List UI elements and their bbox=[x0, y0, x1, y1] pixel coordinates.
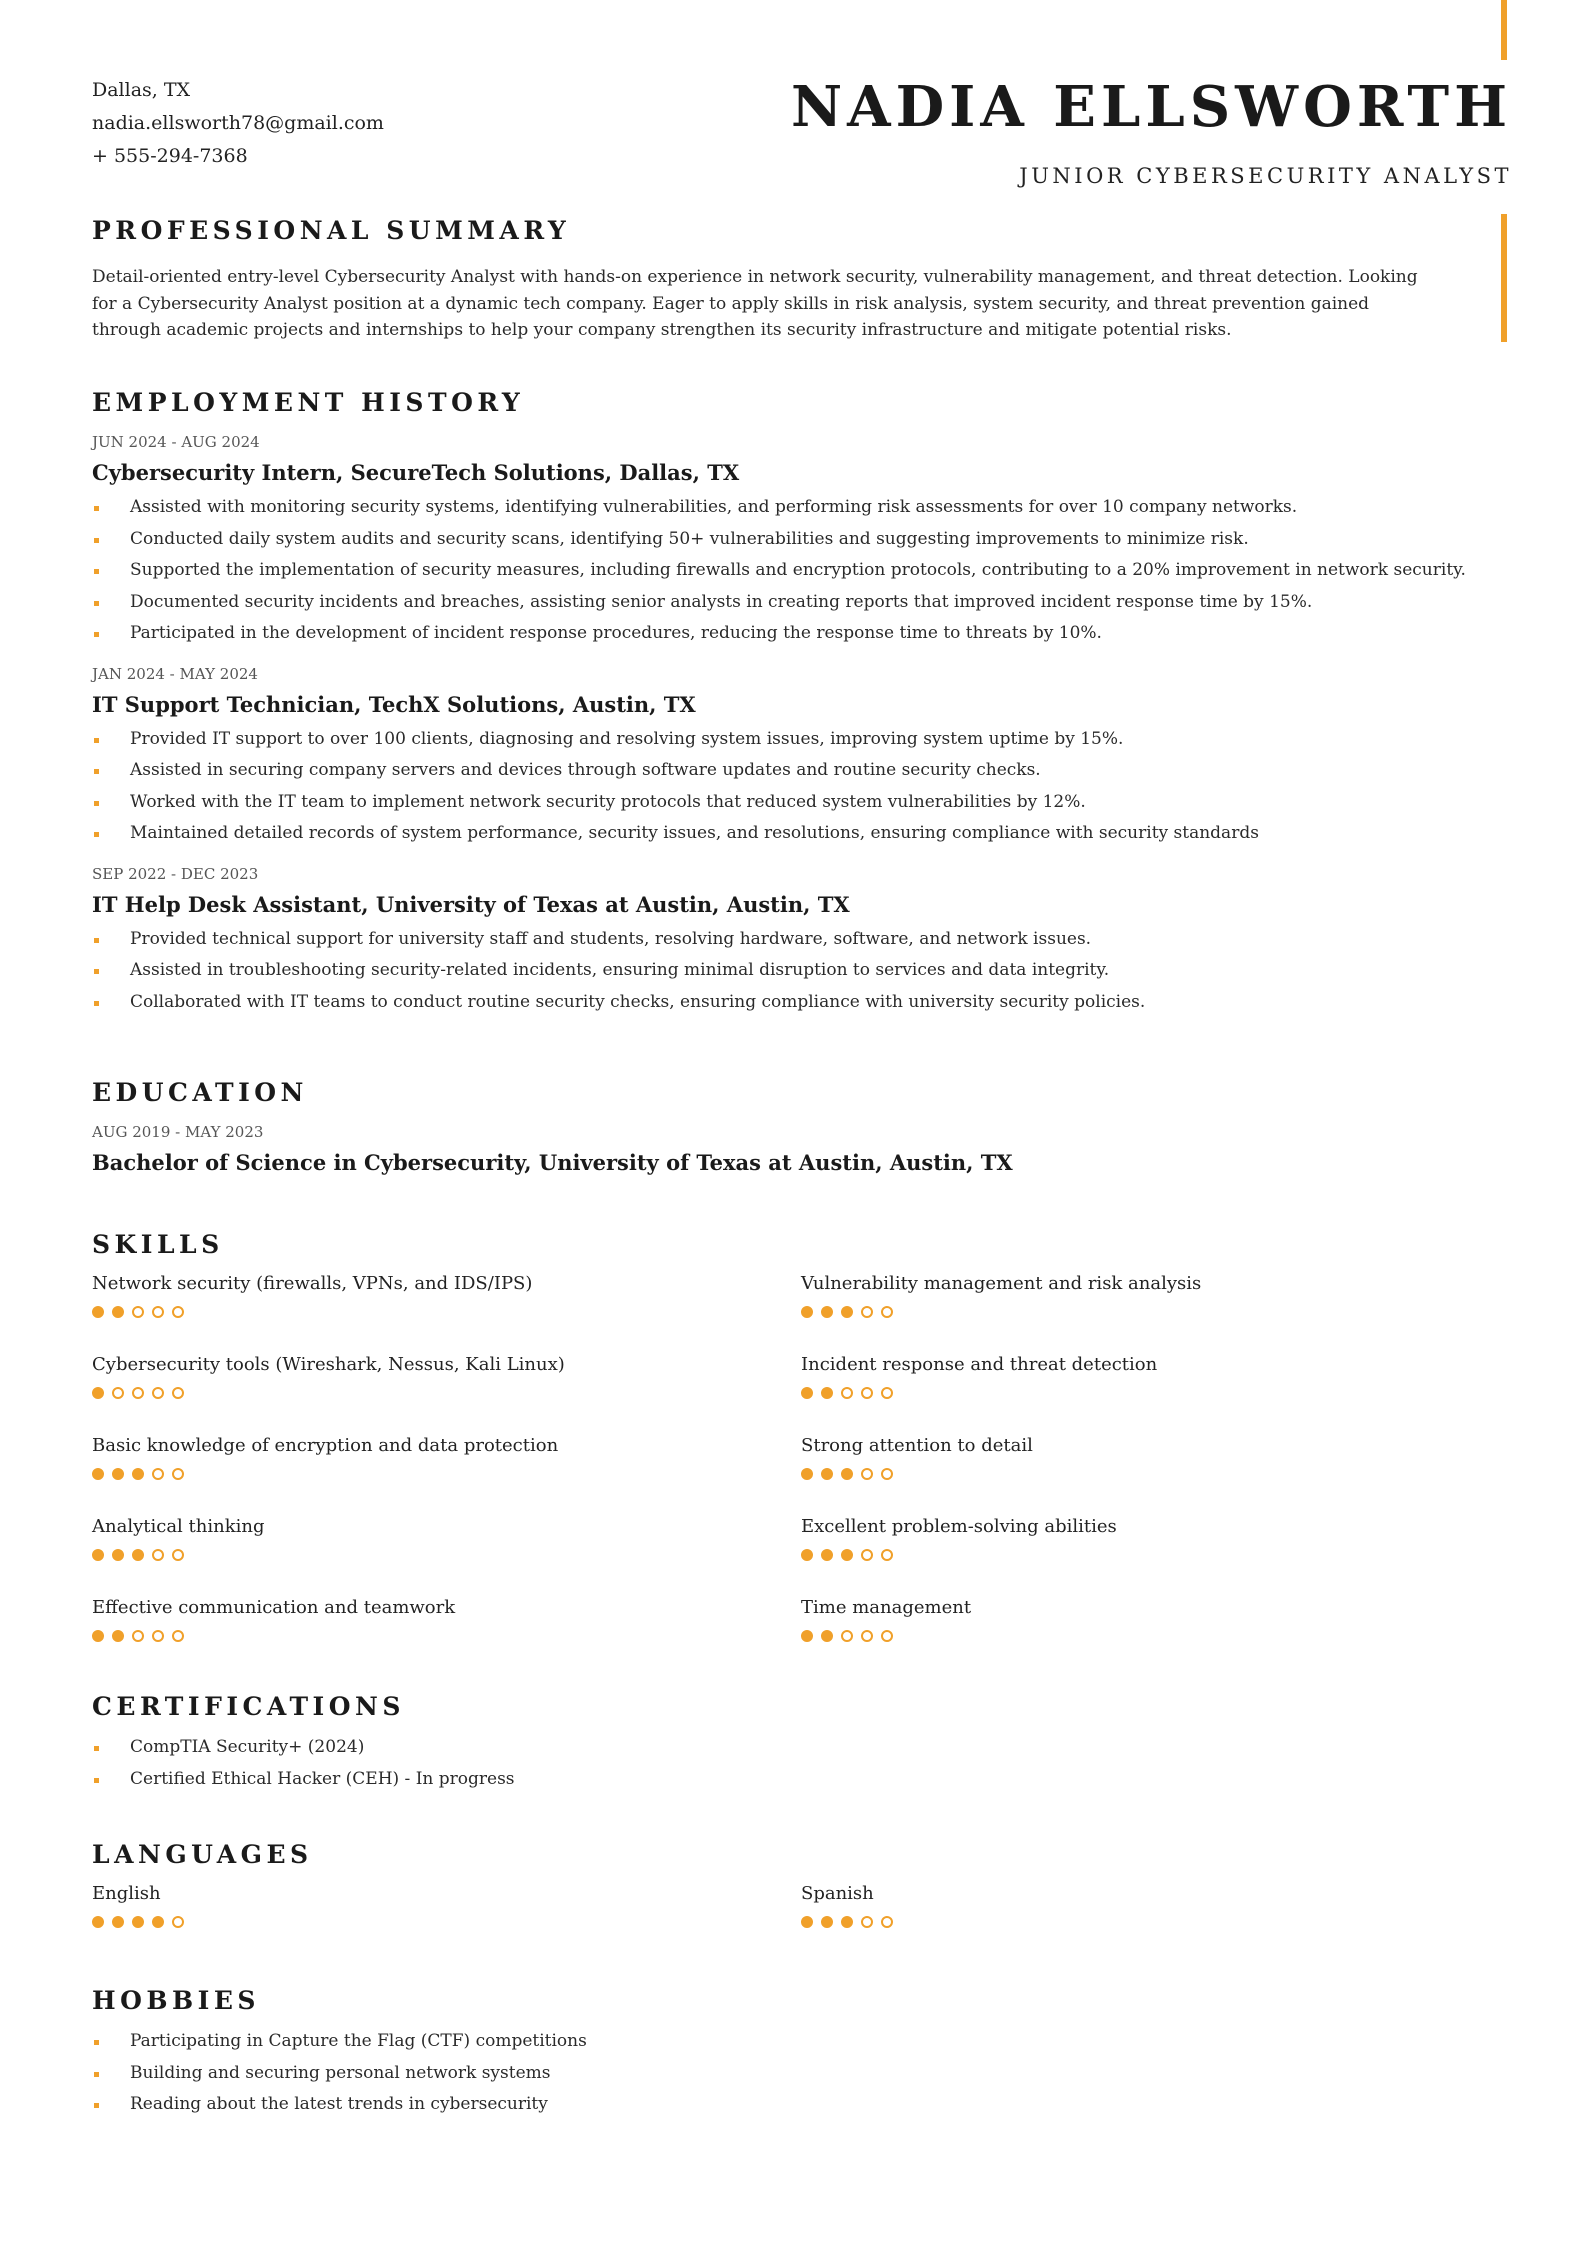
candidate-title: JUNIOR CYBERSECURITY ANALYST bbox=[1019, 164, 1512, 188]
job-bullets bbox=[92, 724, 1512, 850]
skill-rating bbox=[801, 1387, 1510, 1399]
rating-dot-filled bbox=[801, 1916, 813, 1928]
education-section bbox=[92, 1076, 1512, 1178]
skill-rating bbox=[92, 1549, 801, 1561]
rating-dot-empty bbox=[112, 1387, 124, 1399]
list-item: Worked with the IT team to implement network security protocols that reduced system vulnerabilities by 12%. bbox=[92, 787, 1512, 819]
education-degree: Bachelor of Science in Cybersecurity, University of Texas at Austin, Austin, TX bbox=[92, 1150, 1013, 1175]
resume-header bbox=[92, 0, 1512, 200]
hobbies-list bbox=[92, 2026, 1512, 2121]
rating-dot-empty bbox=[172, 1387, 184, 1399]
skill-name: Analytical thinking bbox=[92, 1516, 265, 1537]
rating-dot-empty bbox=[172, 1549, 184, 1561]
rating-dot-empty bbox=[861, 1468, 873, 1480]
skill-rating bbox=[801, 1468, 1510, 1480]
skill-item bbox=[801, 1353, 1510, 1434]
rating-dot-empty bbox=[861, 1306, 873, 1318]
rating-dot-filled bbox=[112, 1549, 124, 1561]
rating-dot-filled bbox=[132, 1549, 144, 1561]
skill-name: Network security (firewalls, VPNs, and IDS/IPS) bbox=[92, 1273, 533, 1294]
section-heading: PROFESSIONAL SUMMARY bbox=[92, 216, 571, 245]
section-heading: EDUCATION bbox=[92, 1078, 308, 1107]
resume-page bbox=[92, 0, 1512, 2114]
phone[interactable]: + 555-294-7368 bbox=[92, 145, 248, 167]
rating-dot-filled bbox=[801, 1387, 813, 1399]
skill-name: Basic knowledge of encryption and data protection bbox=[92, 1435, 559, 1456]
list-item: Participated in the development of incident response procedures, reducing the response time to threats by 10%. bbox=[92, 618, 1512, 650]
rating-dot-filled bbox=[841, 1916, 853, 1928]
rating-dot-empty bbox=[172, 1306, 184, 1318]
rating-dot-filled bbox=[821, 1916, 833, 1928]
rating-dot-filled bbox=[841, 1549, 853, 1561]
list-item: Provided technical support for university staff and students, resolving hardware, software, and network issues. bbox=[92, 924, 1512, 956]
list-item: Building and securing personal network systems bbox=[92, 2058, 1512, 2090]
rating-dot-filled bbox=[801, 1306, 813, 1318]
skill-item bbox=[92, 1434, 801, 1515]
skill-name: Time management bbox=[801, 1597, 972, 1618]
job-dates: JAN 2024 - MAY 2024 bbox=[92, 664, 258, 683]
language-item bbox=[801, 1882, 1510, 1963]
rating-dot-filled bbox=[132, 1916, 144, 1928]
rating-dot-filled bbox=[841, 1468, 853, 1480]
rating-dot-filled bbox=[841, 1306, 853, 1318]
skill-name: Cybersecurity tools (Wireshark, Nessus, Kali Linux) bbox=[92, 1354, 565, 1375]
candidate-name: NADIA ELLSWORTH bbox=[790, 74, 1512, 140]
rating-dot-filled bbox=[92, 1306, 104, 1318]
skills-grid bbox=[92, 1272, 1512, 1677]
list-item: Conducted daily system audits and security scans, identifying 50+ vulnerabilities and suggesting improvements to minimize risk. bbox=[92, 524, 1512, 556]
skill-item bbox=[801, 1596, 1510, 1677]
rating-dot-empty bbox=[841, 1630, 853, 1642]
rating-dot-empty bbox=[132, 1630, 144, 1642]
hobbies-section bbox=[92, 1984, 1512, 2121]
skill-name: Strong attention to detail bbox=[801, 1435, 1033, 1456]
rating-dot-empty bbox=[152, 1387, 164, 1399]
list-item: Documented security incidents and breaches, assisting senior analysts in creating reports that improved incident response time by 15%. bbox=[92, 587, 1512, 619]
list-item: Assisted in securing company servers and devices through software updates and routine security checks. bbox=[92, 755, 1512, 787]
rating-dot-filled bbox=[112, 1306, 124, 1318]
rating-dot-empty bbox=[861, 1387, 873, 1399]
summary-text: Detail-oriented entry-level Cybersecurity Analyst with hands-on experience in network security, vulnerability management, and threat detection. Looking for a Cybersecurity Analyst position at a dynamic tech company. Eager to apply skills in risk analysis, system security, and threat prevention gained through academic projects and internships to help your company strengthen its security infrastructure and mitigate potential risks. bbox=[92, 267, 1418, 340]
rating-dot-empty bbox=[861, 1630, 873, 1642]
rating-dot-empty bbox=[881, 1468, 893, 1480]
email[interactable]: nadia.ellsworth78@gmail.com bbox=[92, 112, 384, 134]
job-dates: JUN 2024 - AUG 2024 bbox=[92, 433, 260, 451]
list-item: Assisted in troubleshooting security-related incidents, ensuring minimal disruption to services and data integrity. bbox=[92, 955, 1512, 987]
rating-dot-filled bbox=[821, 1630, 833, 1642]
rating-dot-filled bbox=[821, 1468, 833, 1480]
skill-item bbox=[92, 1272, 801, 1353]
rating-dot-empty bbox=[172, 1468, 184, 1480]
rating-dot-empty bbox=[132, 1306, 144, 1318]
skill-name: Effective communication and teamwork bbox=[92, 1597, 456, 1618]
rating-dot-filled bbox=[92, 1916, 104, 1928]
skill-rating bbox=[92, 1306, 801, 1318]
skill-item bbox=[92, 1596, 801, 1677]
skill-rating bbox=[92, 1387, 801, 1399]
rating-dot-filled bbox=[821, 1306, 833, 1318]
list-item: Supported the implementation of security measures, including firewalls and encryption protocols, contributing to a 20% improvement in network security. bbox=[92, 555, 1512, 587]
name-block bbox=[791, 70, 1512, 188]
rating-dot-empty bbox=[841, 1387, 853, 1399]
skill-item bbox=[801, 1515, 1510, 1596]
rating-dot-filled bbox=[112, 1468, 124, 1480]
list-item: Collaborated with IT teams to conduct routine security checks, ensuring compliance with university security policies. bbox=[92, 987, 1512, 1019]
rating-dot-filled bbox=[92, 1630, 104, 1642]
language-name: English bbox=[92, 1883, 161, 1904]
job-bullets bbox=[92, 924, 1512, 1019]
skill-item bbox=[92, 1353, 801, 1434]
list-item: Assisted with monitoring security systems, identifying vulnerabilities, and performing risk assessments for over 10 company networks. bbox=[92, 492, 1512, 524]
rating-dot-empty bbox=[881, 1630, 893, 1642]
rating-dot-empty bbox=[881, 1916, 893, 1928]
job-bullets bbox=[92, 492, 1512, 650]
location: Dallas, TX bbox=[92, 79, 191, 101]
summary-section bbox=[92, 214, 1512, 344]
rating-dot-filled bbox=[92, 1549, 104, 1561]
section-heading: EMPLOYMENT HISTORY bbox=[92, 388, 525, 417]
rating-dot-filled bbox=[112, 1916, 124, 1928]
education-dates: AUG 2019 - MAY 2023 bbox=[92, 1123, 264, 1141]
section-heading: LANGUAGES bbox=[92, 1840, 313, 1869]
job-title: IT Support Technician, TechX Solutions, Austin, TX bbox=[92, 691, 696, 717]
skill-item bbox=[801, 1434, 1510, 1515]
section-heading: CERTIFICATIONS bbox=[92, 1692, 405, 1721]
rating-dot-empty bbox=[881, 1549, 893, 1561]
skill-item bbox=[92, 1515, 801, 1596]
list-item: CompTIA Security+ (2024) bbox=[92, 1732, 1512, 1764]
job-title: Cybersecurity Intern, SecureTech Solutions, Dallas, TX bbox=[92, 460, 740, 485]
rating-dot-filled bbox=[821, 1549, 833, 1561]
skill-name: Incident response and threat detection bbox=[801, 1354, 1158, 1375]
rating-dot-empty bbox=[152, 1630, 164, 1642]
rating-dot-empty bbox=[861, 1916, 873, 1928]
rating-dot-empty bbox=[152, 1306, 164, 1318]
contact-info bbox=[92, 74, 384, 173]
rating-dot-filled bbox=[801, 1630, 813, 1642]
job-dates: SEP 2022 - DEC 2023 bbox=[92, 864, 259, 883]
rating-dot-filled bbox=[112, 1630, 124, 1642]
list-item: Provided IT support to over 100 clients, diagnosing and resolving system issues, improving system uptime by 15%. bbox=[92, 724, 1512, 756]
rating-dot-empty bbox=[152, 1549, 164, 1561]
job-entry bbox=[92, 664, 1512, 850]
job-entry bbox=[92, 864, 1512, 1019]
rating-dot-filled bbox=[92, 1468, 104, 1480]
rating-dot-filled bbox=[92, 1387, 104, 1399]
skills-section bbox=[92, 1228, 1512, 1677]
rating-dot-filled bbox=[132, 1468, 144, 1480]
rating-dot-filled bbox=[801, 1549, 813, 1561]
rating-dot-filled bbox=[801, 1468, 813, 1480]
list-item: Participating in Capture the Flag (CTF) competitions bbox=[92, 2026, 1512, 2058]
employment-section bbox=[92, 386, 1512, 1018]
rating-dot-empty bbox=[152, 1468, 164, 1480]
language-item bbox=[92, 1882, 801, 1963]
certifications-section bbox=[92, 1690, 1512, 1795]
language-rating bbox=[92, 1916, 801, 1928]
language-rating bbox=[801, 1916, 1510, 1928]
rating-dot-empty bbox=[881, 1306, 893, 1318]
section-heading: HOBBIES bbox=[92, 1986, 260, 2015]
rating-dot-empty bbox=[861, 1549, 873, 1561]
skill-rating bbox=[92, 1630, 801, 1642]
rating-dot-empty bbox=[172, 1916, 184, 1928]
rating-dot-filled bbox=[821, 1387, 833, 1399]
list-item: Certified Ethical Hacker (CEH) - In progress bbox=[92, 1764, 1512, 1796]
skill-rating bbox=[801, 1549, 1510, 1561]
skill-name: Excellent problem-solving abilities bbox=[801, 1516, 1117, 1537]
skill-rating bbox=[801, 1630, 1510, 1642]
section-heading: SKILLS bbox=[92, 1230, 224, 1259]
rating-dot-empty bbox=[881, 1387, 893, 1399]
list-item: Reading about the latest trends in cybersecurity bbox=[92, 2089, 1512, 2121]
languages-grid bbox=[92, 1882, 1512, 1963]
job-entry bbox=[92, 432, 1512, 650]
list-item: Maintained detailed records of system performance, security issues, and resolutions, ensuring compliance with security standards bbox=[92, 818, 1512, 850]
language-name: Spanish bbox=[801, 1883, 874, 1904]
skill-rating bbox=[801, 1306, 1510, 1318]
certifications-list bbox=[92, 1732, 1512, 1795]
rating-dot-empty bbox=[172, 1630, 184, 1642]
skill-rating bbox=[92, 1468, 801, 1480]
skill-item bbox=[801, 1272, 1510, 1353]
rating-dot-empty bbox=[132, 1387, 144, 1399]
job-title: IT Help Desk Assistant, University of Texas at Austin, Austin, TX bbox=[92, 891, 850, 917]
languages-section bbox=[92, 1838, 1512, 1963]
rating-dot-filled bbox=[152, 1916, 164, 1928]
skill-name: Vulnerability management and risk analysis bbox=[801, 1273, 1202, 1294]
